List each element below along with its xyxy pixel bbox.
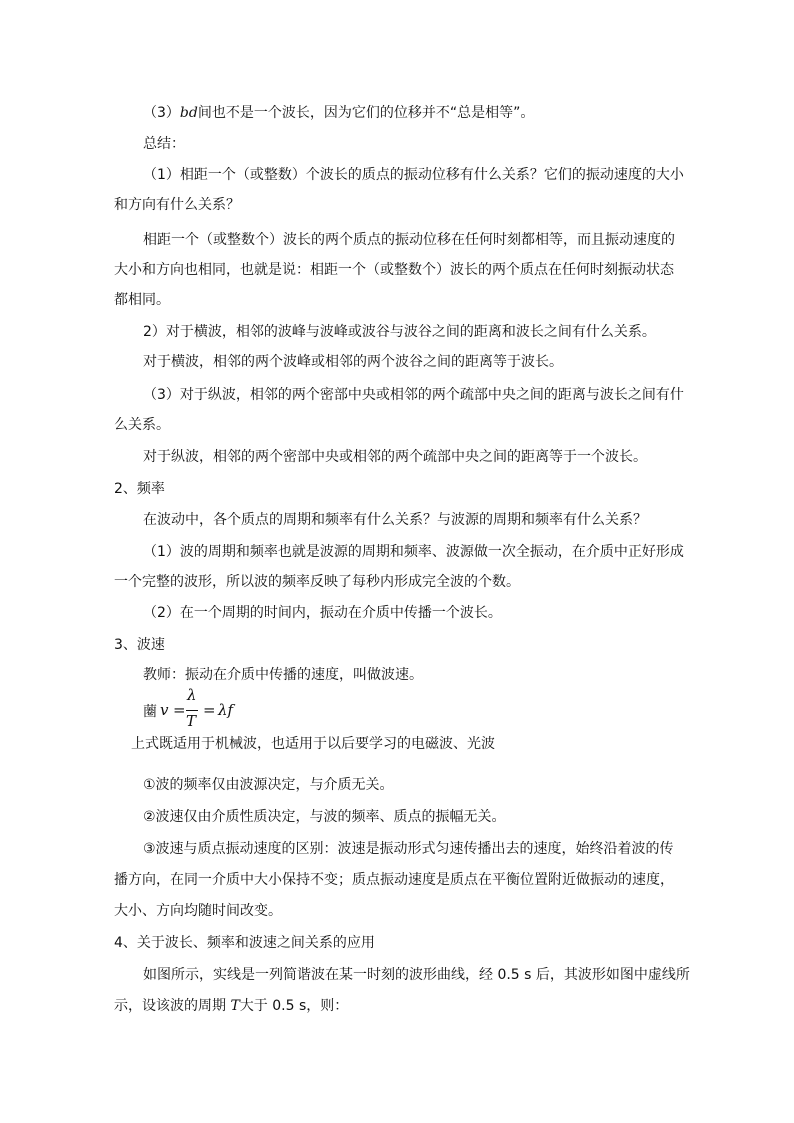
formula-numerator: λ [187, 686, 197, 704]
answer-3: 对于纵波，相邻的两个密部中央或相邻的两个疏部中央之间的距离等于一个波长。 [143, 449, 647, 465]
variable-bd: bd [179, 105, 198, 121]
frequency-question: 在波动中，各个质点的周期和频率有什么关系？与波源的周期和频率有什么关系？ [143, 512, 647, 528]
paragraph-prefix: （3） [143, 105, 180, 121]
question-3-line-1: （3）对于纵波，相邻的两个密部中央或相邻的两个疏部中央之间的距离与波长之间有什 [143, 387, 684, 403]
variable-T: T [230, 998, 240, 1014]
formula-equals-1: = [173, 701, 186, 719]
frequency-point-1-line-2: 一个完整的波形，所以波的频率反映了每秒内形成完全波的个数。 [114, 574, 520, 590]
summary-heading: 总结： [143, 136, 185, 152]
paragraph-bd-note [143, 103, 534, 123]
question-2: 2）对于横波，相邻的波峰与波峰或波谷与波谷之间的距离和波长之间有什么关系。 [143, 324, 656, 340]
formula-rhs: λf [218, 701, 234, 719]
formula-equals-2: = [203, 701, 216, 719]
example-text-a: 示，设该波的周期 [114, 998, 231, 1014]
formula-v: v [160, 701, 169, 719]
point-3-line-1: ③波速与质点振动速度的区别：波速是振动形式匀速传播出去的速度，始终沿着波的传 [143, 841, 674, 857]
formula-fraction-bar [186, 710, 198, 711]
paragraph-text: 间也不是一个波长，因为它们的位移并不“总是相等”。 [197, 105, 535, 121]
heading-application: 4、关于波长、频率和波速之间关系的应用 [114, 935, 375, 951]
point-2: ②波速仅由介质性质决定，与波的频率、质点的振幅无关。 [143, 809, 506, 825]
frequency-point-1-line-1: （1）波的周期和频率也就是波源的周期和频率、波源做一次全振动，在介质中正好形成 [143, 544, 684, 560]
answer-1-line-1: 相距一个（或整数个）波长的两个质点的振动位移在任何时刻都相等，而且振动速度的 [143, 232, 675, 248]
frequency-point-2: （2）在一个周期的时间内，振动在介质中传播一个波长。 [143, 605, 502, 621]
example-line-1: 如图所示，实线是一列简谐波在某一时刻的波形曲线，经 0.5 s 后，其波形如图中虚线所 [143, 967, 690, 983]
heading-wave-speed: 3、波速 [114, 637, 165, 653]
question-1-line-2: 和方向有什么关系？ [114, 197, 240, 213]
question-1-line-1: （1）相距一个（或整数）个波长的质点的振动位移有什么关系？它们的振动速度的大小 [143, 167, 684, 183]
formula-denominator: T [186, 712, 197, 730]
teacher-definition: 教师：振动在介质中传播的速度，叫做波速。 [143, 667, 423, 683]
example-text-b: 大于 0.5 s，则： [239, 998, 349, 1014]
formula-applicability: 上式既适用于机械波，也适用于以后要学习的电磁波、光波 [131, 736, 495, 752]
answer-1-line-3: 都相同。 [114, 292, 170, 308]
point-3-line-2: 播方向，在同一介质中大小保持不变；质点振动速度是质点在平衡位置附近做振动的速度， [114, 872, 674, 888]
formula-prefix: 蔨 [143, 704, 157, 720]
question-3-line-2: 么关系。 [114, 417, 170, 433]
answer-1-line-2: 大小和方向也相同，也就是说：相距一个（或整数个）波长的两个质点在任何时刻振动状态 [114, 262, 674, 278]
answer-2: 对于横波，相邻的两个波峰或相邻的两个波谷之间的距离等于波长。 [143, 354, 563, 370]
point-3-line-3: 大小、方向均随时间改变。 [114, 903, 282, 919]
point-1: ①波的频率仅由波源决定，与介质无关。 [143, 777, 394, 793]
heading-frequency: 2、频率 [114, 481, 165, 497]
example-line-2 [114, 996, 348, 1016]
